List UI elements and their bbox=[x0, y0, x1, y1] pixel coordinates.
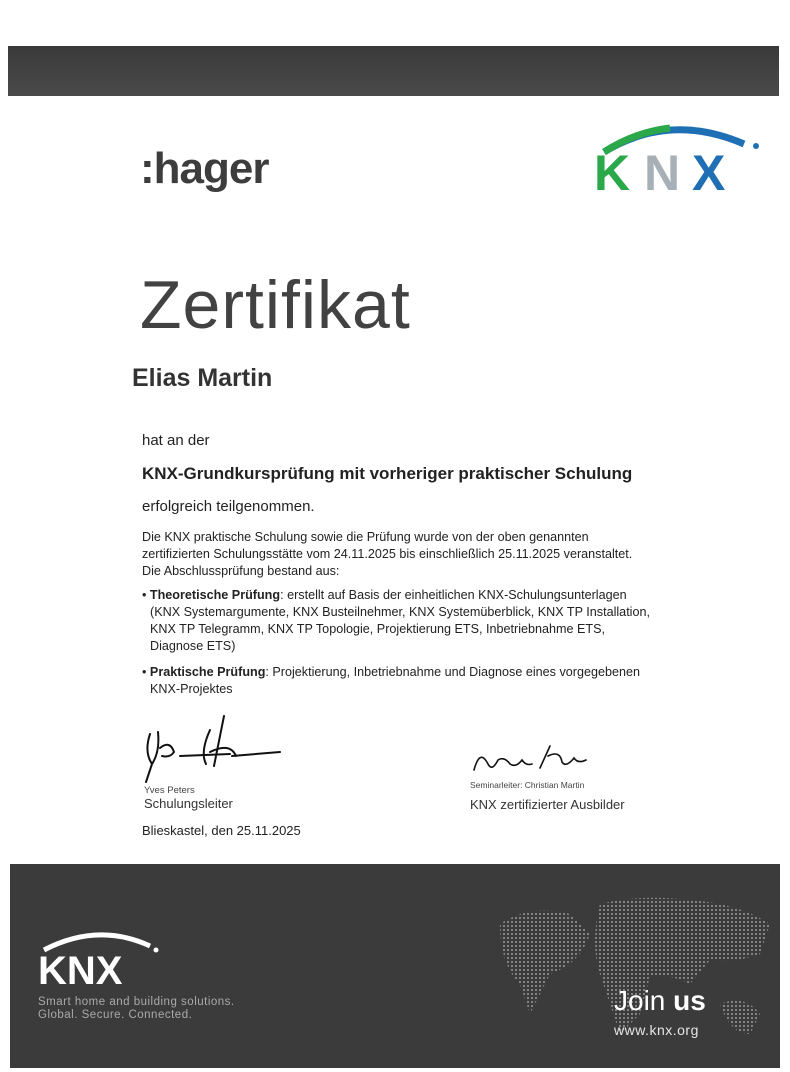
footer-banner bbox=[10, 864, 780, 1068]
signature-left bbox=[140, 712, 290, 788]
bullet-bold: Praktische Prüfung bbox=[149, 665, 266, 679]
signer-right-name: Seminarleiter: Christian Martin bbox=[470, 780, 585, 790]
certificate-title: Zertifikat bbox=[140, 267, 411, 343]
bullet-line: Diagnose ETS) bbox=[150, 639, 236, 653]
knx-footer-logo-text: KNX bbox=[38, 949, 123, 988]
knx-footer-logo bbox=[38, 928, 162, 988]
bullet-line: KNX TP Telegramm, KNX TP Topologie, Projektierung ETS, Inbetriebnahme ETS, bbox=[150, 622, 606, 636]
result-text: erfolgreich teilgenommen. bbox=[142, 498, 315, 515]
description-line: Die Abschlussprüfung bestand aus: bbox=[142, 564, 340, 578]
header-bar bbox=[8, 46, 779, 96]
svg-text:N: N bbox=[644, 145, 681, 194]
description-line: zertifizierten Schulungsstätte vom 24.11.2025 bis einschließlich 25.11.2025 veranstaltet. bbox=[142, 547, 633, 561]
signer-left-name: Yves Peters bbox=[144, 785, 195, 796]
bullet-line: KNX-Projektes bbox=[150, 682, 233, 696]
place-date: Blieskastel, den 25.11.2025 bbox=[142, 823, 301, 838]
bullet-bold: Theoretische Prüfung bbox=[149, 588, 281, 602]
bullet-practice: • Praktische Prüfung: Projektierung, Inbetriebnahme und Diagnose eines vorgegebenen KNX-Projektes bbox=[142, 664, 702, 698]
course-title: KNX-Grundkursprüfung mit vorheriger praktischer Schulung bbox=[142, 464, 633, 483]
svg-text:X: X bbox=[692, 145, 726, 194]
footer-url: www.knx.org bbox=[614, 1022, 699, 1038]
signer-left-role: Schulungsleiter bbox=[144, 796, 233, 811]
signer-right-role: KNX zertifizierter Ausbilder bbox=[470, 797, 625, 812]
bullet-text: : erstellt auf Basis der einheitlichen KNX-Schulungsunterlagen bbox=[280, 588, 627, 602]
description-line: Die KNX praktische Schulung sowie die Prüfung wurde von der oben genannten bbox=[142, 530, 589, 544]
knx-logo bbox=[590, 118, 762, 194]
join-bold: us bbox=[673, 985, 706, 1016]
signature-right bbox=[470, 742, 590, 778]
hager-logo: :hager bbox=[140, 144, 269, 193]
join-prefix: Join bbox=[614, 985, 674, 1016]
participated-text: hat an der bbox=[142, 432, 210, 449]
description-paragraph bbox=[142, 529, 702, 580]
bullet-text: : Projektierung, Inbetriebnahme und Diagnose eines vorgegebenen bbox=[265, 665, 640, 679]
bullet-theory: • Theoretische Prüfung: erstellt auf Basis der einheitlichen KNX-Schulungsunterlagen (KNX Systemargumente, KNX Busteilnehmer, KNX Systemüberblick, KNX TP Installation, KNX TP Telegramm, KNX TP Topologie, Projektierung ETS, Inbetriebnahme ETS, Diagnose ETS) bbox=[142, 587, 702, 655]
recipient-name: Elias Martin bbox=[132, 364, 273, 392]
bullet-line: (KNX Systemargumente, KNX Busteilnehmer, KNX Systemüberblick, KNX TP Installation, bbox=[150, 605, 650, 619]
knx-logo-text: K bbox=[594, 145, 631, 194]
footer-claim-line1: Smart home and building solutions. bbox=[38, 996, 235, 1008]
join-us-text bbox=[614, 985, 706, 1017]
footer-claim-line2: Global. Secure. Connected. bbox=[38, 1009, 193, 1021]
